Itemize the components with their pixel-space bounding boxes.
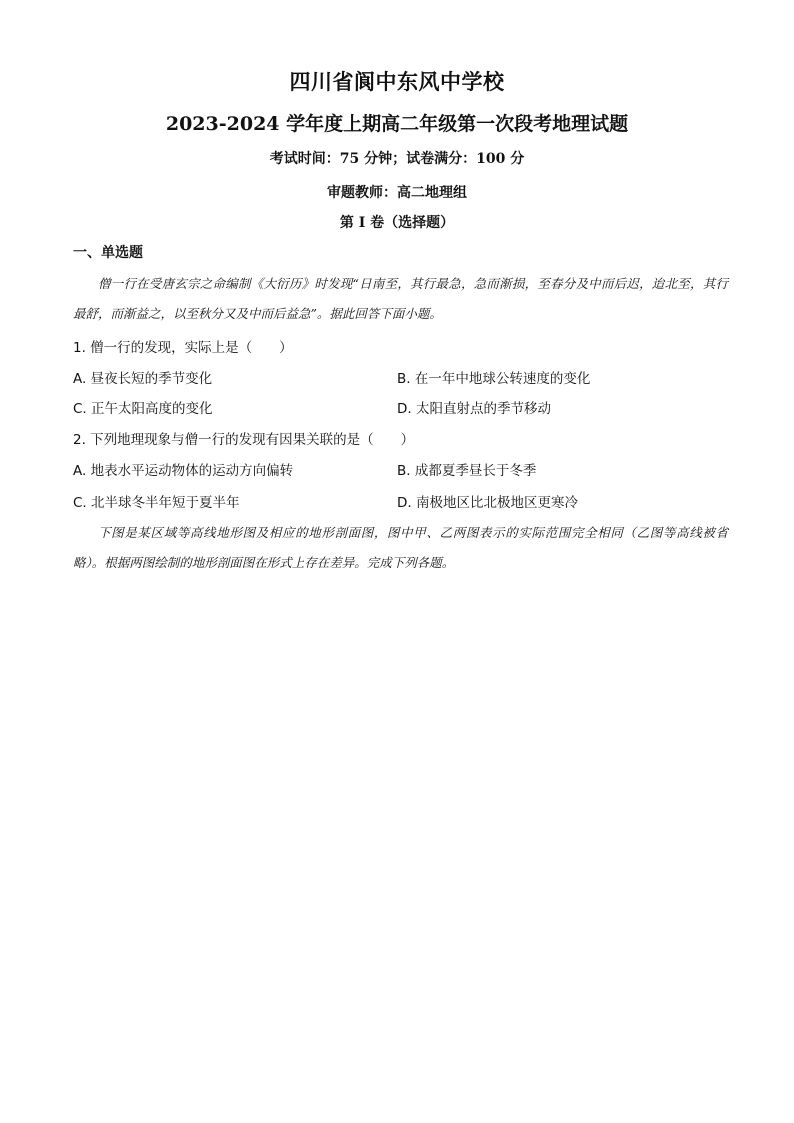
question-2-option-a: A. 地表水平运动物体的运动方向偏转 — [73, 463, 294, 479]
reading-passage-2: 下图是某区域等高线地形图及相应的地形剖面图，图中甲、乙两图表示的实际范围完全相同（乙图等高线被省略）。根据两图绘制的地形剖面图在形式上存在差异。完成下列各题。 — [73, 525, 728, 570]
question-2-option-b: B. 成都夏季昼长于冬季 — [397, 463, 537, 479]
question-1-option-c: C. 正午太阳高度的变化 — [73, 401, 213, 417]
question-2-option-d: D. 南极地区比北极地区更寒冷 — [397, 495, 578, 511]
exam-info: 考试时间：75 分钟；试卷满分：100 分 — [269, 151, 525, 167]
exam-title: 2023-2024 学年度上期高二年级第一次段考地理试题 — [165, 113, 629, 135]
question-1-stem: 1. 僧一行的发现，实际上是（ ） — [73, 340, 293, 356]
question-1-option-d: D. 太阳直射点的季节移动 — [397, 401, 551, 417]
reading-passage-1: 僧一行在受唐玄宗之命编制《大衍历》时发现“日南至，其行最急，急而渐损，至春分及中而后迟，迨北至，其行最舒，而渐益之，以至秋分又及中而后益急”。据此回答下面小题。 — [73, 276, 728, 321]
question-1-option-a: A. 昼夜长短的季节变化 — [73, 371, 213, 387]
reviewer-line: 审题教师：高二地理组 — [327, 185, 467, 201]
school-name: 四川省阆中东风中学校 — [289, 69, 505, 94]
question-1-option-b: B. 在一年中地球公转速度的变化 — [397, 371, 591, 387]
section-heading: 一、单选题 — [73, 245, 143, 261]
question-2-option-c: C. 北半球冬半年短于夏半年 — [73, 495, 240, 511]
question-2-stem: 2. 下列地理现象与僧一行的发现有因果关联的是（ ） — [73, 432, 415, 448]
volume-title: 第 I 卷（选择题） — [339, 215, 455, 231]
